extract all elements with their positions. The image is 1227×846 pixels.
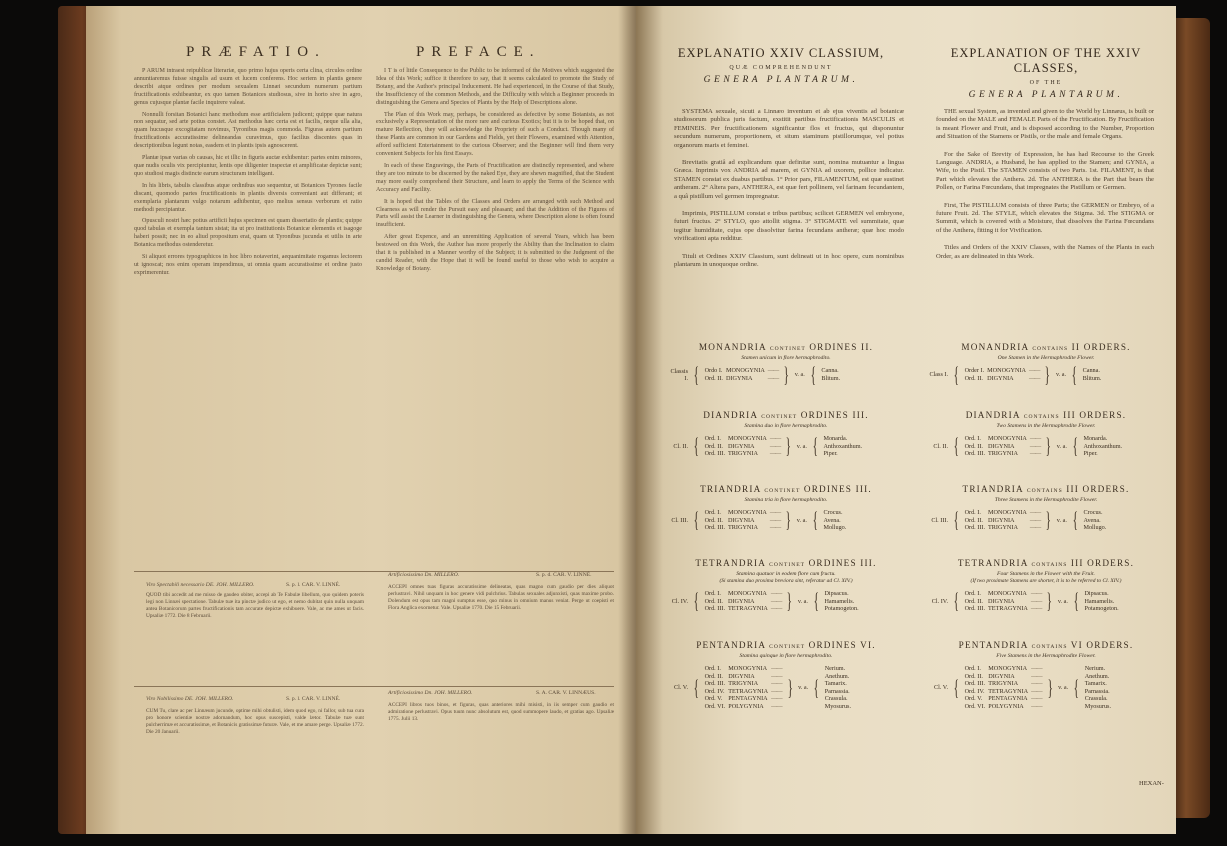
brace-icon: {	[953, 674, 959, 700]
class-description: Stamen unicum in flore hermaphrodito.	[741, 355, 831, 361]
genus-example: Monarda.	[823, 435, 848, 442]
order-name: TRIGYNIA	[728, 524, 758, 532]
order-name: MONOGYNIA	[728, 435, 767, 442]
latin-preface-paragraph: In his libris, tabulis classibus atque ordinibus suo sequentur, ut Botanices Tyrones facile discant, quomodo partes fructificationis in plantis diversis conveniant aut differant; et exemplaria plantarum vulgo notarum adhibentur, quo melius sensus verborum et ratio methodi percipiantur.	[134, 182, 362, 213]
brace-icon: {	[812, 507, 818, 533]
class-table: Cl. II. { Ord. I. Ord. II. Ord. III. MONOGYNIA DIGYNIA TRIGYNIA —— —— —— } v. a. { Monarda. Anthoxanthum. Piper.	[666, 435, 906, 458]
brace-icon: {	[953, 361, 959, 387]
reference-label: v. a.	[1055, 371, 1067, 379]
latin-paragraph: Imprimis, PISTILLUM constat e tribus partibus; scilicet GERMEN vel embryone, futuri fructus. 2° STYLO, quo attollit stigma. 3° STIGMATE vel summitate, quæ tegitur humiditate, cujus ope dissolvitur farina fecundans antheræ; quæ hoc modo vivificationi apta redditur.	[674, 210, 904, 243]
order-name: TRIGYNIA	[728, 680, 759, 688]
english-preface-paragraph: After great Expence, and an unremitting Application of several Years, which has been bestowed on this Work, the Author has more properly the Ability than the Inclination to claim that it is published in a Manner worthy of the Subject; it is submitted to the Judgment of the candid Reader, with the Hope that it will be found useful to those who wish to acquire a Knowledge of Botany.	[376, 234, 614, 272]
order-name: DIGYNIA	[988, 442, 1015, 450]
order-name: DIGYNIA	[728, 597, 755, 605]
letter-title: Artificiosissimo Dn. JOH. MILLERO.	[388, 690, 473, 696]
order-label: Ord. I.	[704, 509, 721, 516]
letter-body	[388, 702, 614, 742]
order-label: Ord. III.	[704, 450, 726, 458]
order-name: PENTAGYNIA	[728, 695, 768, 703]
genus-example: Avena.	[1083, 516, 1101, 524]
order-name: TETRAGYNIA	[728, 605, 768, 613]
genus-example: Myosurus.	[824, 702, 852, 710]
english-paragraph: THE sexual System, as invented and given to the World by Linnæus, is built or founded on the MALE and FEMALE Parts of the Fructification. By Fructification is meant Flower and Fruit, and is disposed according to the Number, Proportion and Situation of the Stamens or Pistils, or the male and female Organs.	[936, 108, 1154, 141]
english-title-genera: GENERA PLANTARUM.	[968, 90, 1124, 100]
class-heading	[666, 558, 906, 568]
order-label: Ord. I.	[964, 509, 981, 516]
genus-example: Potamogeton.	[824, 605, 859, 613]
class-verb: CONTAINS	[1026, 488, 1063, 494]
order-name: TETRAGYNIA	[988, 687, 1029, 695]
class-name: PENTANDRIA	[958, 640, 1029, 650]
brace-icon: {	[693, 674, 699, 700]
class-verb: CONTAINS	[1031, 644, 1068, 650]
genus-example: Parnassia.	[824, 687, 850, 695]
latin-title: EXPLANATIO XXIV CLASSIUM,	[677, 46, 885, 60]
class-name: MONANDRIA	[961, 342, 1029, 352]
class-number: Cl. V.	[933, 684, 948, 692]
letter-signature: S. p. d. CAR. V. LINNÉ.	[536, 572, 592, 578]
brace-icon: }	[1045, 507, 1052, 533]
class-block	[666, 558, 906, 613]
letter-text: CUM Tu, clare ac per Linnæum jucunde, optime mihi obtulisti, idem quod ego, ni fallor, sub tua cura pro honore scientiæ nostræ adornandum, hoc opus suscepisti, valde lætor. Tabulæ tuæ sunt pulcherrimæ et accuratissimæ, et Botanicis gratissimæ futuræ. Vale, et me amare perge. Upsaliæ 1772. Die 20 Januarii.	[146, 708, 364, 736]
class-name: TRIANDRIA	[962, 484, 1024, 494]
class-table: Cl. IV. { Ord. I. Ord. II. Ord. III. MONOGYNIA DIGYNIA TETRAGYNIA —— —— —— } v. a. { Dipsacus. Hamamelis. Potamogeton.	[926, 590, 1166, 613]
latin-title-sub: QUÆ COMPREHENDUNT	[729, 65, 833, 71]
order-label: Ord. III.	[964, 680, 986, 688]
english-text-column	[936, 108, 1154, 338]
order-name: MONOGYNIA	[728, 509, 767, 516]
class-verb: CONTAINS	[1032, 346, 1069, 352]
genus-example: Potamogeton.	[1084, 605, 1119, 613]
class-verb: CONTAINS	[1023, 414, 1060, 420]
class-verb: CONTINET	[769, 644, 806, 650]
class-number: Cl. IV.	[671, 597, 688, 605]
class-description: Stamina duo in flore hermaphrodito.	[744, 423, 828, 429]
letter-title: Viro Spectabili necessario DE. JOH. MILLERO.	[146, 582, 255, 588]
brace-icon: {	[693, 361, 699, 387]
latin-preface-paragraph: Plantæ ipsæ varias ob causas, hic et illic in figuris auctæ exhibentur: partes enim minores, quæ nudis oculis vix percipiuntur, lentis ope diligenter inspectæ et amplificatæ depictæ sunt; quo studiosi magis distincte earum structuram intelligant.	[134, 155, 362, 177]
order-label: Ord. III.	[704, 524, 726, 532]
brace-icon: {	[693, 433, 699, 459]
order-label: Ord. IV.	[964, 687, 985, 695]
order-label: Order I.	[964, 367, 985, 374]
order-label: Ord. III.	[964, 450, 986, 458]
letter-title: Artificiosissimo Dn. MILLERO.	[388, 572, 460, 578]
genus-example: Mollugo.	[823, 524, 847, 532]
order-label: Ord. III.	[964, 605, 986, 613]
class-order-count: VI ORDERS.	[1070, 640, 1134, 650]
reference-label: v. a.	[1056, 442, 1067, 450]
class-block	[926, 640, 1166, 711]
brace-icon: {	[953, 588, 959, 614]
class-order-count: ORDINES VI.	[808, 640, 876, 650]
order-label: Ord. VI.	[704, 702, 726, 710]
order-label: Ord. I.	[964, 435, 981, 442]
order-label: Ord. II.	[704, 597, 723, 605]
english-title: EXPLANATION OF THE XXIV CLASSES,	[950, 46, 1142, 75]
order-label: Ord. VI.	[964, 702, 986, 710]
class-heading	[926, 484, 1166, 494]
order-label: Ord. II.	[964, 516, 983, 524]
class-block	[926, 558, 1166, 613]
order-name: MONOGYNIA	[728, 590, 767, 597]
order-name: MONOGYNIA	[988, 435, 1027, 442]
order-name: PENTAGYNIA	[988, 695, 1028, 703]
english-paragraph: First, The PISTILLUM consists of three Parts; the GERMEN or Embryo, of a future Fruit. 2d. The STYLE, which elevates the Stigma. 3d. The STIGMA or Summit, which is covered with a Moisture, that dissolves the Farina Fœcundans of the Anthera, fitting it for Vivification.	[936, 201, 1154, 234]
class-block	[666, 410, 906, 458]
letter-body	[146, 708, 364, 768]
genus-example: Dipsacus.	[824, 590, 849, 597]
class-description: Stamina tria in flore hermaphrodito.	[744, 497, 828, 503]
genus-example: Myosurus.	[1084, 702, 1112, 710]
brace-icon: }	[787, 674, 793, 700]
class-heading	[926, 342, 1166, 352]
class-name: DIANDRIA	[965, 410, 1021, 420]
genus-example: Canna.	[821, 367, 839, 374]
order-name: DIGYNIA	[728, 516, 755, 524]
class-heading	[926, 558, 1166, 568]
class-description: Four Stamens in the Flower with the Fruit.	[997, 571, 1095, 577]
latin-paragraph: Brevitatis gratiâ ad explicandum quæ definitæ sunt, nomina mutuantur a lingua Græca. Inprimis vox ANDRIA ad marem, et GYNIA ad uxorem, pollice indicatur. STAMEN constat ex duabus partibus. 1° Prior pars, FILAMENTUM, est quæ sustinet antheram. 2° Altera pars, ANTHERA, est quæ fert pollinem, vel farinam fecundantem, a quâ pistillum vel germen impregnatur.	[674, 159, 904, 200]
class-order-count: III ORDERS.	[1070, 558, 1135, 568]
order-name: TRIGYNIA	[988, 450, 1018, 458]
brace-icon: }	[1046, 588, 1053, 614]
reference-label: v. a.	[1057, 597, 1068, 605]
latin-title-genera: GENERA PLANTARUM.	[703, 75, 859, 85]
order-label: Ord. IV.	[704, 687, 725, 695]
latin-text-column	[674, 108, 904, 338]
class-description: Three Stamens in the Hermaphrodite Flower.	[994, 497, 1098, 503]
class-number: Cl. IV.	[931, 597, 948, 605]
english-title-block	[921, 46, 1171, 100]
english-preface-paragraph: I T is of little Consequence to the Public to be informed of the Motives which suggested the Idea of this Work; suffice it therefore to say, that it seems calculated to promote the Study of Botany, and the Author's principal Inducement. He had experienced, in the Course of that Study, the Insufficiency of the common Methods, and the Difficulty with which a Beginner proceeds in distinguishing the Genera and Species of Plants by the Help of Descriptions alone.	[376, 68, 614, 106]
genus-example: Avena.	[823, 516, 841, 524]
reference-label: v. a.	[796, 516, 807, 524]
brace-icon: {	[813, 674, 820, 700]
genus-example: Dipsacus.	[1084, 590, 1109, 597]
order-name: MONOGYNIA	[988, 665, 1028, 672]
order-label: Ord. II.	[964, 672, 983, 680]
class-description: One Stamen in the Hermaphrodite Flower.	[997, 355, 1095, 361]
class-table: Class I. { Order I. Ord. II. MONOGYNIA DIGYNIA —— —— } v. a. { Canna. Blitum.	[926, 367, 1166, 382]
order-label: Ord. V.	[964, 695, 983, 703]
genus-example: Anethum.	[824, 672, 850, 680]
class-table: Cl. III. { Ord. I. Ord. II. Ord. III. MONOGYNIA DIGYNIA TRIGYNIA —— —— —— } v. a. { Crocus. Avena. Mollugo.	[926, 509, 1166, 532]
reference-label: v. a.	[798, 684, 809, 692]
order-label: Ord. I.	[964, 590, 981, 597]
order-label: Ord. I.	[964, 665, 981, 672]
order-name: DIGYNIA	[728, 442, 755, 450]
order-label: Ord. II.	[964, 597, 983, 605]
open-book	[58, 6, 1188, 834]
order-name: POLYGYNIA	[988, 702, 1024, 710]
brace-icon: }	[1047, 674, 1053, 700]
reference-label: v. a.	[1056, 516, 1067, 524]
genus-example: Crassula.	[824, 695, 848, 703]
class-order-count: ORDINES II.	[809, 342, 874, 352]
brace-icon: }	[783, 361, 790, 387]
order-name: DIGYNIA	[988, 672, 1015, 680]
class-table: Classis I. { Ordo I. Ord. II. MONOGYNIA DIGYNIA —— —— } v. a. { Canna. Blitum.	[666, 367, 906, 382]
brace-icon: {	[812, 433, 818, 459]
genus-example: Crocus.	[823, 509, 843, 516]
class-table: Cl. III. { Ord. I. Ord. II. Ord. III. MONOGYNIA DIGYNIA TRIGYNIA —— —— —— } v. a. { Crocus. Avena. Mollugo.	[666, 509, 906, 532]
letter-body	[388, 584, 614, 684]
order-label: Ord. II.	[964, 374, 983, 382]
class-block	[926, 484, 1166, 532]
book-cover-right	[1170, 18, 1210, 818]
order-name: DIGYNIA	[728, 672, 755, 680]
reference-label: v. a.	[796, 442, 807, 450]
class-verb: CONTINET	[764, 488, 801, 494]
class-name: DIANDRIA	[703, 410, 758, 420]
class-number: Cl. V.	[673, 684, 688, 692]
left-page	[86, 6, 668, 834]
brace-icon: {	[953, 433, 959, 459]
class-heading	[666, 410, 906, 420]
class-name: MONANDRIA	[698, 342, 767, 352]
class-heading	[926, 640, 1166, 650]
class-name: PENTANDRIA	[696, 640, 766, 650]
class-number: Cl. II.	[933, 442, 948, 450]
letter-text: ACCEPI omnes tuas figuras accuratissime delineatas, quas magno cum gaudio per dies aliquot perlustravi. Nihil unquam in hoc genere vidi pulchrius. Tabulas sexuales adjunxisti, quas maxime probo. Dolendum est opus tam magni sumptus esse, quo minus in omnium manus veniat. Perge ut coepisti et Flora Anglica exornetur. Vale. Upsaliæ 1770. Die 15 Februarii.	[388, 584, 614, 612]
class-table: Cl. V. { Ord. I. Ord. II. Ord. III. Ord. IV. Ord. V. Ord. VI. MONOGYNIA DIGYNIA TRIGYNIA TETRAGYNIA PENTAGYNIA POLYGYNIA —— —— —— —— —— —— } v. a. { Nerium. Anethum. Tamarix. Parnassia. Crassula. Myosurus.	[666, 665, 906, 711]
brace-icon: }	[786, 588, 793, 614]
class-heading	[666, 640, 906, 650]
order-name: TETRAGYNIA	[728, 687, 769, 695]
letter-signature: S. p. l. CAR. V. LINNÉ.	[286, 582, 341, 588]
order-name: POLYGYNIA	[728, 702, 764, 710]
order-name: DIGYNIA	[987, 374, 1014, 382]
genus-example: Anethum.	[1084, 672, 1110, 680]
latin-paragraph: Tituli et Ordines XXIV Classium, sunt delineati ut in hoc opere, cum nominibus plantarum in unoquoque ordine.	[674, 252, 904, 269]
genus-example: Tamarix.	[1084, 680, 1107, 688]
genus-example: Parnassia.	[1084, 687, 1110, 695]
english-preface-paragraph: In each of these Engravings, the Parts of Fructification are distinctly represented, and where they are too minute to be discerned by the naked Eye, they are shewn magnified, that the Student may more easily comprehend their Structure, and learn to apply the Terms of the Science with Accuracy and Facility.	[376, 162, 614, 193]
class-description: Five Stamens in the Hermaphrodite Flower.	[996, 653, 1096, 659]
class-order-count: ORDINES III.	[800, 410, 869, 420]
class-description: Two Stamens in the Hermaphrodite Flower.	[996, 423, 1096, 429]
brace-icon: {	[810, 361, 816, 387]
order-label: Ord. I.	[704, 435, 721, 442]
brace-icon: {	[813, 588, 819, 614]
reference-label: v. a.	[794, 371, 805, 379]
latin-preface-paragraph: Opusculi nostri hæc potius artificii hujus specimen est quam dissertatio de plantis; quippe quod tabulas et exempla tantum sistat; ita ut pro institutionis Botanicæ elementis et isagoge haberi possit; nec in eo aliud propositum erat, quam ut Tyronibus jucunda et utilis in arte Botanica methodus ostenderetur.	[134, 218, 362, 249]
order-name: MONOGYNIA	[988, 509, 1027, 516]
order-name: TRIGYNIA	[988, 524, 1018, 532]
class-block	[666, 640, 906, 711]
order-name: DIGYNIA	[988, 516, 1015, 524]
class-note: (If two proximate Stamens are shorter, it is to be referred to Cl. XIV.)	[970, 578, 1122, 584]
english-preface-column	[376, 68, 614, 563]
genus-example: Canna.	[1082, 367, 1100, 374]
right-page	[636, 6, 1176, 834]
english-paragraph: For the Sake of Brevity of Expression, he has had Recourse to the Greek Language. ANDRIA, a Husband, he has applied to the Stamen; and GYNIA, a Wife, to the Pistil. The STAMEN consists of two Parts. 1st. FILAMENT, is that Part which elevates the Anthera. 2d. The ANTHERA is the Part that bears the Pollen, or Farina Fœcundans, that impregnates the Pistillum or Germen.	[936, 150, 1154, 192]
order-name: TRIGYNIA	[988, 680, 1019, 688]
genus-example: Crocus.	[1083, 509, 1103, 516]
latin-preface-paragraph: Si aliquot errores typographicos in hoc libro notaverint, aequanimitate rogamus lectorem ut ignoscat; nos enim operam impendimus, ut omnia quam accuratissime et ordine justo exprimerentur.	[134, 254, 362, 276]
class-verb: CONTINET	[761, 414, 798, 420]
genus-example: Piper.	[1083, 450, 1098, 458]
class-name: TETRANDRIA	[957, 558, 1029, 568]
order-name: MONOGYNIA	[725, 367, 765, 374]
order-name: MONOGYNIA	[988, 590, 1027, 597]
class-block	[926, 342, 1166, 387]
brace-icon: {	[1072, 433, 1078, 459]
letter-signature: S. A. CAR. V. LINNÆUS.	[536, 690, 596, 696]
genus-example: Anthoxanthum.	[1083, 442, 1123, 450]
genus-example: Blitum.	[1082, 374, 1102, 382]
genus-example: Hamamelis.	[824, 597, 855, 605]
genus-example: Nerium.	[1084, 665, 1106, 672]
brace-icon: {	[953, 507, 959, 533]
divider-rule	[134, 686, 614, 687]
class-verb: CONTAINS	[1031, 562, 1068, 568]
order-label: Ord. II.	[964, 442, 983, 450]
letter-title: Viro Nobilissimo DE. JOH. MILLERO.	[146, 696, 234, 702]
english-preface-paragraph: It is hoped that the Tables of the Classes and Orders are arranged with such Method and Clearness as will render the Pursuit easy and pleasant; and that the Addition of the Figures of Parts will assist the Learner in distinguishing the Genera, where Description alone is often found insufficient.	[376, 198, 614, 229]
class-number: Cl. III.	[671, 516, 688, 524]
class-order-count: ORDINES III.	[808, 558, 877, 568]
latin-preface-paragraph: Nonnulli forsitan Botanici hanc methodum esse artificialem judicent; quippe quæ natura non sequatur, sed arte potius constet. Ast methodus hæc certa est et facilis, neque ulla alia, quam hucusque excogitatam novimus, Tyronibus magis commoda. Figuras autem partium fructificationis accuratissime delineandas curavimus, quo facilius discentes quas in descriptionibus legunt notas, easdem et in plantis ipsis agnoscerent.	[134, 111, 362, 150]
order-name: DIGYNIA	[988, 597, 1015, 605]
english-paragraph: Titles and Orders of the XXIV Classes, with the Names of the Plants in each Order, as are delineated in this Work.	[936, 244, 1154, 260]
order-label: Ord. III.	[704, 680, 726, 688]
brace-icon: }	[785, 433, 792, 459]
reference-label: v. a.	[797, 597, 808, 605]
catchword: HEXAN-	[1139, 780, 1164, 787]
letter-text: ACCEPI libros tuos binos, et figuras, quas anteriores mihi misisti, in iis semper cum gaudio et admiratione perlustravi. Opus tuum nunc absolutum est, quod summopere laudo, et gratias ago. Upsaliæ 1775. Julii 13.	[388, 702, 614, 723]
genus-example: Hamamelis.	[1084, 597, 1115, 605]
class-verb: CONTINET	[769, 562, 806, 568]
brace-icon: {	[1073, 674, 1080, 700]
class-table: Cl. II. { Ord. I. Ord. II. Ord. III. MONOGYNIA DIGYNIA TRIGYNIA —— —— —— } v. a. { Monarda. Anthoxanthum. Piper.	[926, 435, 1166, 458]
order-label: Ord. III.	[704, 605, 726, 613]
english-preface-paragraph: The Plan of this Work may, perhaps, be considered as defective by some Botanists, as not exclusively a Representation of the more rare and curious Exotics; but it is to be hoped that, on mature Reflection, they will acknowledge the Propriety of such a Conduct. Though many of these Plants are common in our Gardens and Fields, yet their Flowers, examined with Attention, afford sufficient Entertainment to the curious Observer; and the Beginner will find them very convenient Subjects for his first Essays.	[376, 111, 614, 158]
class-order-count: ORDINES III.	[803, 484, 872, 494]
class-order-count: III ORDERS.	[1063, 410, 1127, 420]
latin-header: PRÆFATIO.	[186, 44, 326, 60]
class-number: Cl. III.	[931, 516, 948, 524]
brace-icon: {	[693, 507, 699, 533]
genus-example: Mollugo.	[1083, 524, 1107, 532]
class-name: TETRANDRIA	[695, 558, 766, 568]
brace-icon: {	[693, 588, 699, 614]
order-label: Ord. II.	[704, 516, 723, 524]
class-number: Cl. II.	[673, 442, 688, 450]
latin-paragraph: SYSTEMA sexuale, sicuti a Linnæo inventum et ab ejus viventis ad botanicæ studiosorum publica juris factum, exstitit partibus fructificationis MASCULIS et FEMINEIS. Per fructificationem significantur flos et fructus, qui disponuntur secundum numerum, proportionem, et situm staminum pistillorumque, vel potius organorum maris et feminei.	[674, 108, 904, 149]
class-order-count: III ORDERS.	[1066, 484, 1130, 494]
english-header: PREFACE.	[416, 44, 541, 60]
class-number: Classis I.	[670, 367, 688, 382]
order-label: Ordo I.	[704, 367, 723, 374]
class-block	[666, 484, 906, 532]
order-name: TRIGYNIA	[728, 450, 758, 458]
class-name: TRIANDRIA	[700, 484, 761, 494]
genus-example: Piper.	[823, 450, 838, 458]
genus-example: Blitum.	[821, 374, 841, 382]
order-label: Ord. III.	[964, 524, 986, 532]
reference-label: v. a.	[1058, 684, 1069, 692]
order-name: DIGYNIA	[725, 374, 753, 382]
order-label: Ord. II.	[704, 672, 723, 680]
class-heading	[926, 410, 1166, 420]
genus-example: Tamarix.	[824, 680, 847, 688]
letter-signature: S. p. l. CAR. V. LINNÉ.	[286, 696, 341, 702]
class-note: (Si stamina duo proxima breviora sint, referatur ad Cl. XIV.)	[719, 578, 853, 584]
brace-icon: {	[1072, 507, 1078, 533]
latin-preface-paragraph: P ARUM intraest reipublicæ literariæ, quo primo hujus operis certa clina, circulos ordine annuntiaremus fuisse singulis ad usum et lucem conferens. Hoc seriem in plantis genere describi atque ordines per modum sexualem Linnæi secundum numerum partium fructificationis exhibeantur, ex quo tamen Botanices studiosus, sive in horto sive in agro, genus cujusque plantæ facile inquirere valeat.	[134, 68, 362, 106]
class-description: Stamina quatuor in eodem flore cum fructu.	[736, 571, 836, 577]
genus-example: Monarda.	[1083, 435, 1108, 442]
english-title-sub: OF THE	[1029, 80, 1063, 86]
brace-icon: }	[1045, 361, 1051, 387]
order-label: Ord. V.	[704, 695, 723, 703]
order-label: Ord. II.	[704, 442, 723, 450]
order-name: TETRAGYNIA	[988, 605, 1028, 613]
genus-example: Nerium.	[824, 665, 846, 672]
letter-text: QUOD tibi accedit ad me misso de gaudeo obiter, accepi ab Te Fabulæ libellum, quo quidem poteris legi non Linnæi spectatione. Tabulæ tuæ ita pinctæ judico ut ego, et nemo dubitat quin nulla unquam antea Botanicorum partes fructificationis tam accurate depictæ exhibuere. Vale, ac me ames ut facis. Upsaliæ 1772. Die 8 Februarii.	[146, 592, 364, 620]
order-label: Ord. II.	[704, 374, 723, 382]
brace-icon: {	[1071, 361, 1077, 387]
order-label: Ord. I.	[704, 590, 721, 597]
letter-body	[146, 592, 364, 682]
genus-example: Anthoxanthum.	[823, 442, 863, 450]
order-name: MONOGYNIA	[987, 367, 1026, 374]
class-heading	[666, 342, 906, 352]
class-description: Stamina quinque in flore hermaphrodito.	[739, 653, 833, 659]
order-label: Ord. I.	[704, 665, 721, 672]
latin-title-block	[656, 46, 906, 85]
class-order-count: II ORDERS.	[1071, 342, 1131, 352]
class-table: Cl. IV. { Ord. I. Ord. II. Ord. III. MONOGYNIA DIGYNIA TETRAGYNIA —— —— —— } v. a. { Dipsacus. Hamamelis. Potamogeton.	[666, 590, 906, 613]
order-name: MONOGYNIA	[728, 665, 768, 672]
brace-icon: }	[1045, 433, 1052, 459]
brace-icon: }	[785, 507, 792, 533]
class-block	[666, 342, 906, 387]
class-heading	[666, 484, 906, 494]
genus-example: Crassula.	[1084, 695, 1108, 703]
class-verb: CONTINET	[769, 346, 806, 352]
class-table: Cl. V. { Ord. I. Ord. II. Ord. III. Ord. IV. Ord. V. Ord. VI. MONOGYNIA DIGYNIA TRIGYNIA TETRAGYNIA PENTAGYNIA POLYGYNIA —— —— —— —— —— —— } v. a. { Nerium. Anethum. Tamarix. Parnassia. Crassula. Myosurus.	[926, 665, 1166, 711]
brace-icon: {	[1073, 588, 1079, 614]
class-number: Class I.	[929, 371, 948, 379]
class-block	[926, 410, 1166, 458]
latin-preface-column	[134, 68, 362, 563]
